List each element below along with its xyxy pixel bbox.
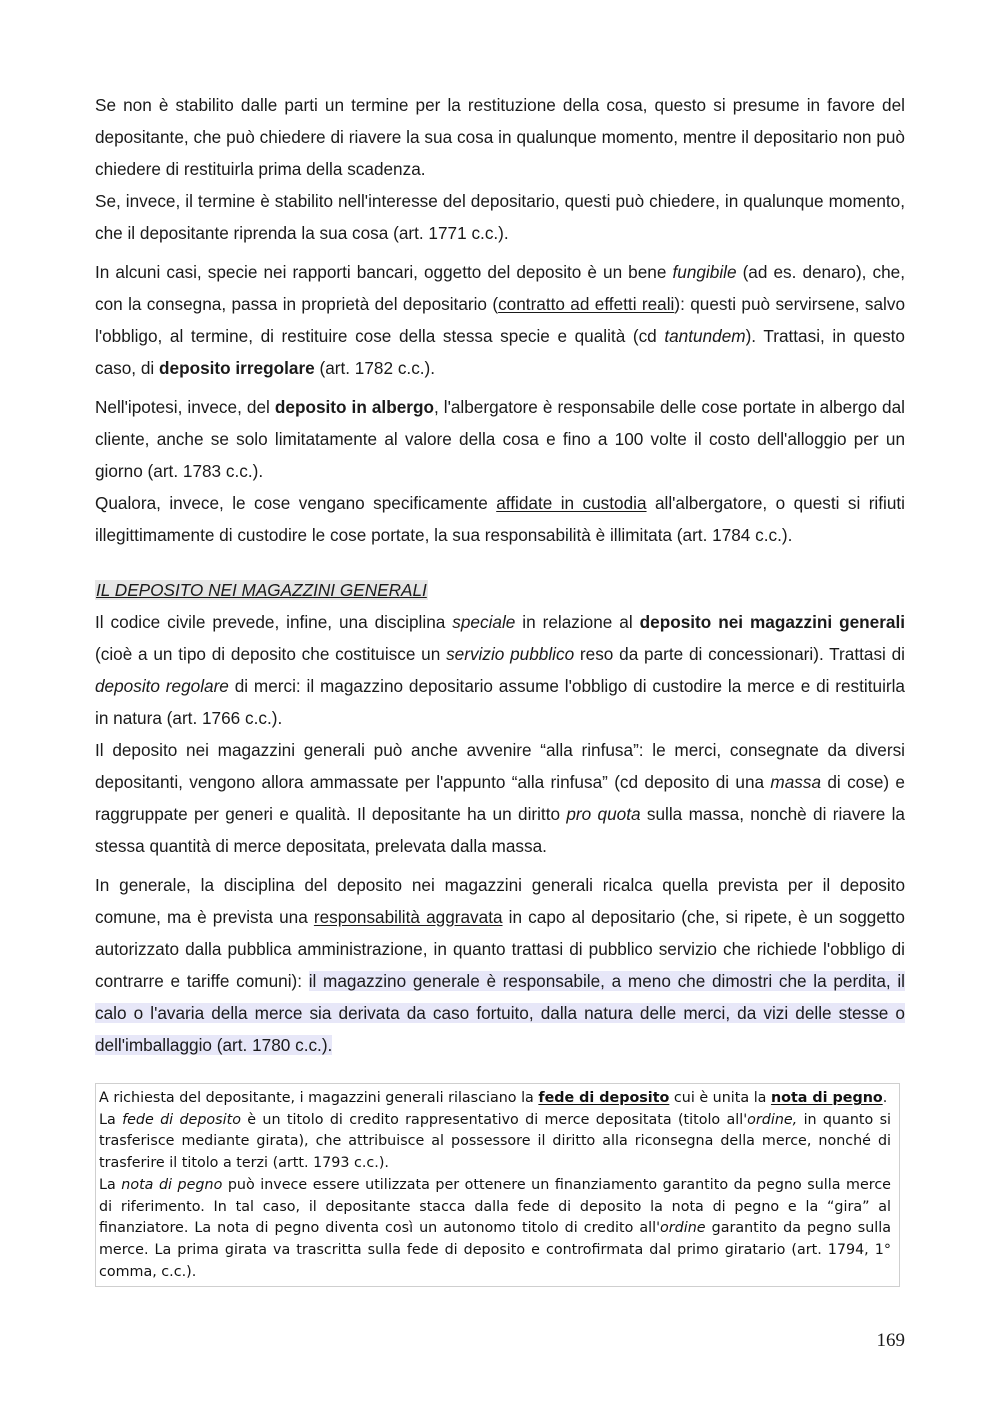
page-body [95, 89, 905, 1061]
paragraph-restituzione: Se non è stabilito dalle parti un termine per la restituzione della cosa, questo si presume in favore del depositante, che può chiedere di riavere la sua cosa in qualunque momento, mentre il depositario non può chiedere di restituirla prima della scadenza. [95, 95, 905, 179]
paragraph-custodia: Qualora, invece, le cose vengano specificamente affidate in custodia all'albergatore, o questi si rifiuti illegittimamente di custodire le cose portate, la sua responsabilità è illimitata (art. 1784 c.c.). [95, 493, 905, 545]
note-line-fede: A richiesta del depositante, i magazzini generali rilasciano la fede di deposito cui è unita la nota di pegno. [99, 1090, 888, 1106]
section-heading [95, 574, 905, 606]
note-box [95, 1083, 900, 1287]
paragraph-deposito-irregolare: In alcuni casi, specie nei rapporti bancari, oggetto del deposito è un bene fungibile (ad es. denaro), che, con la consegna, passa in proprietà del depositario (contratto ad effetti reali): questi può servirsene, salvo l'obbligo, al termine, di restituire cose della stessa specie e qualità (cd tantundem). Trattasi, in questo caso, di deposito irregolare (art. 1782 c.c.). [95, 262, 906, 378]
paragraph-alla-rinfusa: Il deposito nei magazzini generali può anche avvenire “alla rinfusa”: le merci, consegnate da diversi depositanti, vengono allora ammassate per l'appunto “alla rinfusa” (cd deposito di una massa di cose) e raggruppate per generi e qualità. Il depositante ha un diritto pro quota sulla massa, nonchè di riavere la stessa quantità di merce depositata, prelevata dalla massa. [95, 740, 905, 856]
section-heading-text: IL DEPOSITO NEI MAGAZZINI GENERALI [96, 580, 427, 600]
note-paragraph-fede-deposito: La fede di deposito è un titolo di credito rappresentativo di merce depositata (titolo all'ordine, in quanto si trasferisce mediante girata), che attribuisce al possessore il diritto alla riconsegna della merce, nonché di trasferire il titolo a terzi (artt. 1793 c.c.). [99, 1111, 891, 1172]
highlighted-text: il magazzino generale è responsabile, a meno che dimostri che la perdita, il calo o l'avaria della merce sia derivata da caso fortuito, dalla natura delle merci, da vizi delle stesse o dell'imballaggio (art. 1780 c.c.). [95, 971, 905, 1055]
paragraph-termine-depositario: Se, invece, il termine è stabilito nell'interesse del depositario, questi può chiedere, in qualunque momento, che il depositante riprenda la sua cosa (art. 1771 c.c.). [95, 191, 905, 243]
paragraph-magazzini-generali: Il codice civile prevede, infine, una disciplina speciale in relazione al deposito nei magazzini generali (cioè a un tipo di deposito che costituisce un servizio pubblico reso da parte di concessionari). Trattasi di deposito regolare di merci: il magazzino depositario assume l'obbligo di custodire la merce e di restituirla in natura (art. 1766 c.c.). [95, 612, 906, 728]
page-number: 169 [876, 1330, 905, 1351]
paragraph-responsabilita: In generale, la disciplina del deposito nei magazzini generali ricalca quella prevista per il deposito comune, ma è prevista una responsabilità aggravata in capo al depositario (che, si ripete, è un soggetto autorizzato dalla pubblica amministrazione, in quanto trattasi di pubblico servizio che richiede l'obbligo di contrarre e tariffe comuni): il magazzino generale è responsabile, a meno che dimostri che la perdita, il calo o l'avaria della merce sia derivata da caso fortuito, dalla natura delle merci, da vizi delle stesse o dell'imballaggio (art. 1780 c.c.). [95, 875, 905, 1055]
note-paragraph-nota-pegno: La nota di pegno può invece essere utilizzata per ottenere un finanziamento garantito da pegno sulla merce di riferimento. In tal caso, il depositante stacca dalla fede di deposito la nota di pegno e la “gira” al finanziatore. La nota di pegno diventa così un autonomo titolo di credito all'ordine garantito da pegno sulla merce. La prima girata va trascritta sulla fede di deposito e controfirmata dal primo giratario (art. 1794, 1° comma, c.c.). [99, 1176, 892, 1280]
paragraph-deposito-albergo: Nell'ipotesi, invece, del deposito in albergo, l'albergatore è responsabile delle cose portate in albergo dal cliente, anche se solo limitatamente al valore della cosa e fino a 100 volte il costo dell'alloggio per un giorno (art. 1783 c.c.). [95, 397, 905, 481]
